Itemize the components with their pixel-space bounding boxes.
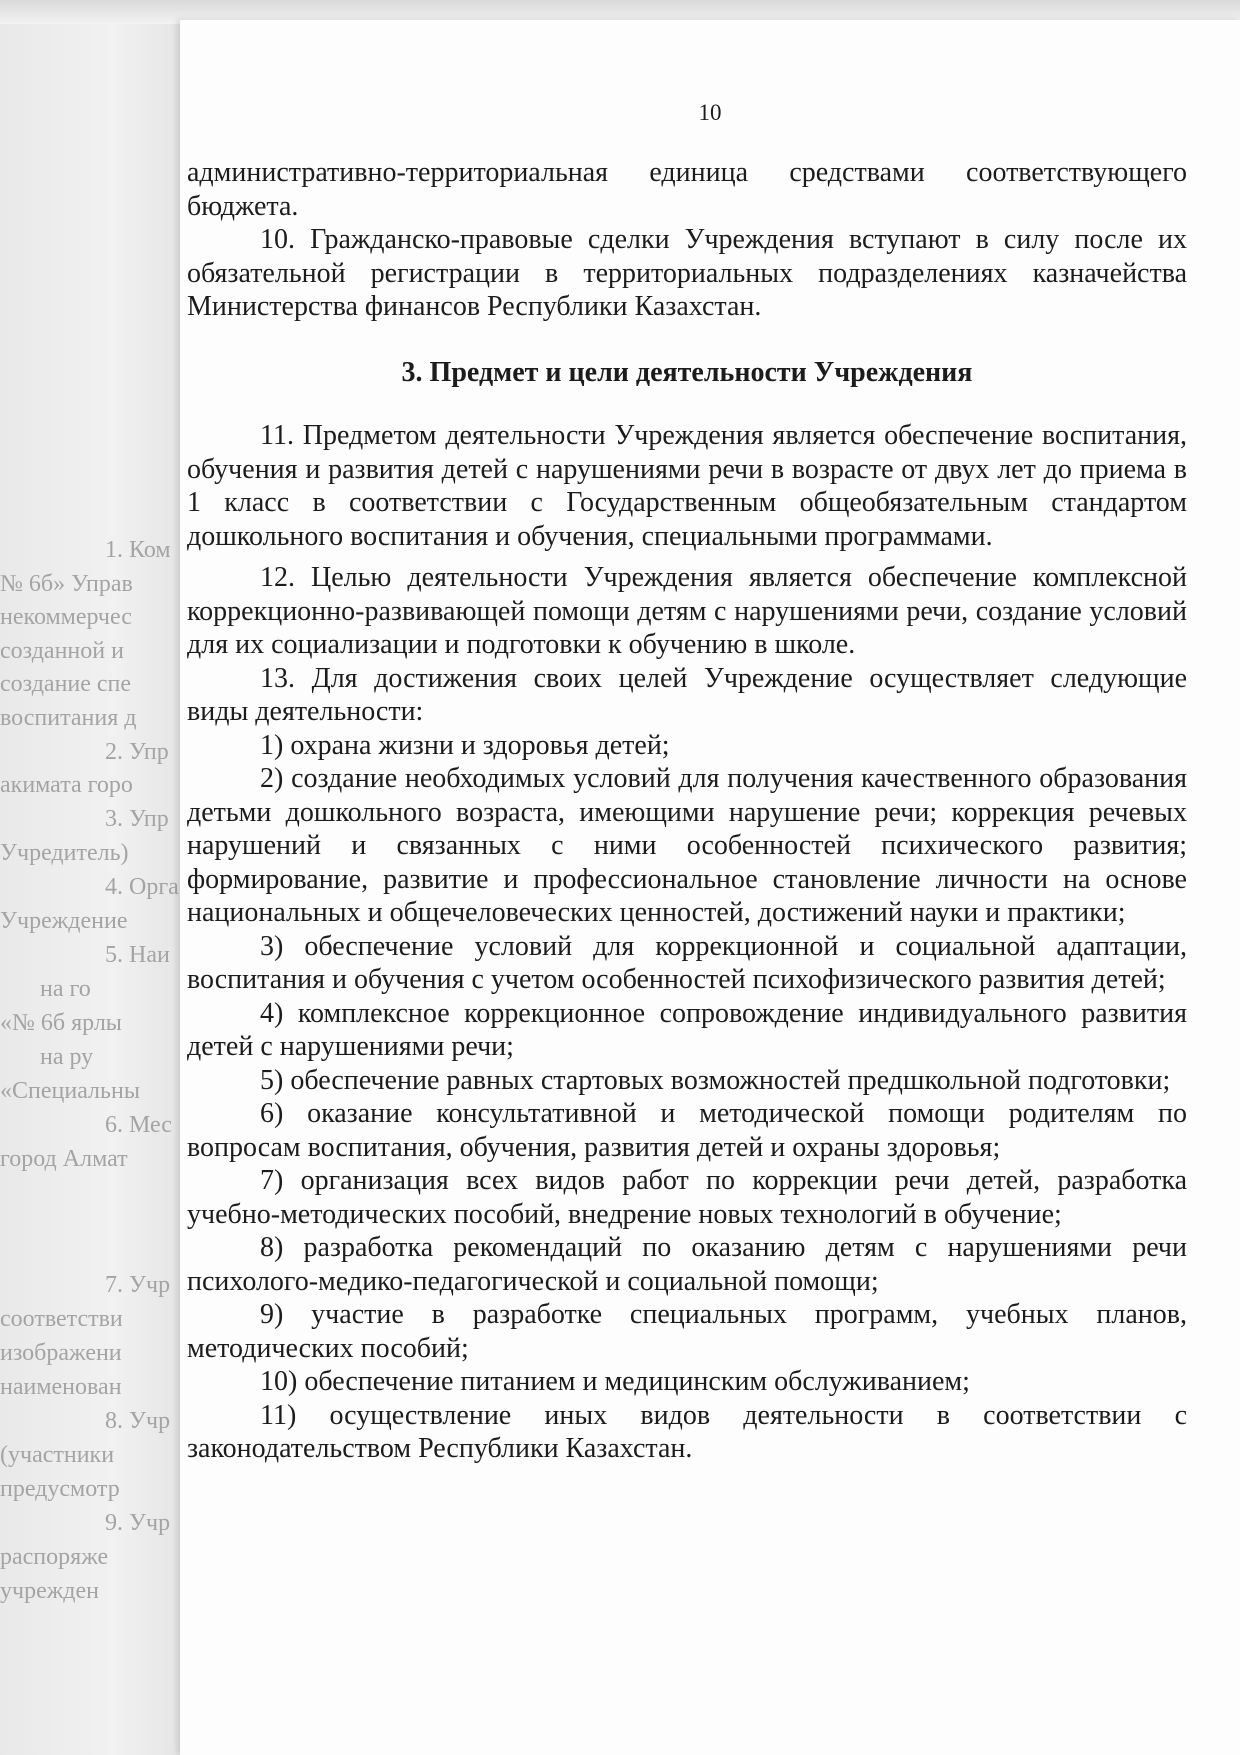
activity-item-3: 3) обеспечение условий для коррекционной и социальной адаптации, воспитания и обучения с учетом особенностей психофизического развития детей; — [187, 930, 1187, 995]
margin-fragment: изображени — [0, 1340, 122, 1366]
margin-fragment: «Специальны — [0, 1078, 140, 1104]
activity-item-6: 6) оказание консультативной и методической помощи родителям по вопросам воспитания, обучения, развития детей и охраны здоровья; — [187, 1098, 1187, 1163]
margin-fragment: созданной и — [0, 638, 124, 664]
activity-item-11: 11) осуществление иных видов деятельности в соответствии с законодательством Республики Казахстан. — [187, 1399, 1187, 1464]
margin-fragment: некоммерчес — [0, 604, 132, 630]
clause-12: 12. Целью деятельности Учреждения является обеспечение комплексной коррекционно-развивающей помощи детям с нарушениями речи, создание условий для их социализации и подготовки к обучению в школе. — [187, 562, 1187, 660]
margin-fragment: город Алмат — [0, 1146, 128, 1172]
margin-fragment: Учреждение — [0, 908, 128, 934]
activity-item-8: 8) разработка рекомендаций по оказанию детям с нарушениями речи психолого-медико-педагогической и социальной помощи; — [187, 1232, 1187, 1297]
margin-fragment: наименован — [0, 1374, 122, 1400]
section-heading: 3. Предмет и цели деятельности Учреждения — [401, 356, 973, 388]
activity-item-4: 4) комплексное коррекционное сопровождение индивидуального развития детей с нарушениями речи; — [187, 997, 1187, 1062]
margin-fragment: «№ 6б ярлы — [0, 1010, 122, 1036]
margin-fragment: 2. Упр — [105, 739, 169, 765]
activity-item-7: 7) организация всех видов работ по коррекции речи детей, разработка учебно-методических пособий, внедрение новых технологий в обучение; — [187, 1165, 1187, 1230]
page-number: 10 — [698, 100, 722, 125]
paragraph-gap — [187, 553, 1187, 561]
margin-fragment: (участники — [0, 1442, 115, 1468]
neighbouring-page-edge — [0, 0, 185, 1755]
activity-item-10: 10) обеспечение питанием и медицинским обслуживанием; — [260, 1366, 970, 1397]
margin-fragment: 6. Мес — [105, 1112, 172, 1138]
margin-fragment: Учредитель) — [0, 840, 129, 866]
margin-fragment: предусмотр — [0, 1476, 120, 1502]
margin-fragment: распоряже — [0, 1544, 109, 1570]
margin-fragment: 1. Ком — [105, 537, 171, 563]
clause-11: 11. Предметом деятельности Учреждения является обеспечение воспитания, обучения и развития детей с нарушениями речи в возрасте от двух лет до приема в 1 класс в соответствии с Государственным общеобязательным стандартом дошкольного воспитания и обучения, специальными программами. — [187, 420, 1187, 552]
margin-fragment: соответстви — [0, 1306, 123, 1332]
activity-item-1: 1) охрана жизни и здоровья детей; — [260, 729, 670, 761]
margin-fragment: создание спе — [0, 671, 132, 697]
margin-fragment: на го — [40, 976, 91, 1002]
margin-fragment: 9. Учр — [105, 1510, 171, 1536]
margin-fragment: 4. Орга — [105, 874, 179, 900]
activity-item-2: 2) создание необходимых условий для получения качественного образования детьми дошкольного возраста, имеющими нарушение речи; коррекция речевых нарушений и связанных с ними особенностей психического развития; формирование, развитие и профессиональное становление личности на основе национальных и общечеловеческих ценностей, достижений науки и практики; — [187, 763, 1187, 928]
margin-fragment: учрежден — [0, 1578, 100, 1604]
activity-item-9: 9) участие в разработке специальных программ, учебных планов, методических пособий; — [187, 1299, 1187, 1364]
clause-13: 13. Для достижения своих целей Учреждение осуществляет следующие виды деятельности: — [187, 662, 1187, 727]
margin-fragment: 5. Наи — [105, 942, 170, 968]
activity-item-5: 5) обеспечение равных стартовых возможностей предшкольной подготовки; — [260, 1064, 1171, 1096]
margin-fragment: 3. Упр — [105, 806, 169, 832]
paragraph-continuation: административно-территориальная единица средствами соответствующего бюджета. — [187, 157, 1187, 222]
margin-fragment: 8. Учр — [105, 1408, 171, 1434]
document-page — [180, 20, 1240, 1755]
page-content — [187, 156, 1187, 1466]
clause-10: 10. Гражданско-правовые сделки Учреждения вступают в силу после их обязательной регистрации в территориальных подразделениях казначейства Министерства финансов Республики Казахстан. — [187, 224, 1187, 322]
margin-fragment: воспитания д — [0, 705, 137, 731]
margin-fragment: 7. Учр — [105, 1272, 171, 1298]
margin-fragment: акимата горо — [0, 772, 133, 798]
margin-fragment: на ру — [40, 1044, 94, 1070]
margin-fragment: № 6б» Управ — [0, 571, 133, 597]
